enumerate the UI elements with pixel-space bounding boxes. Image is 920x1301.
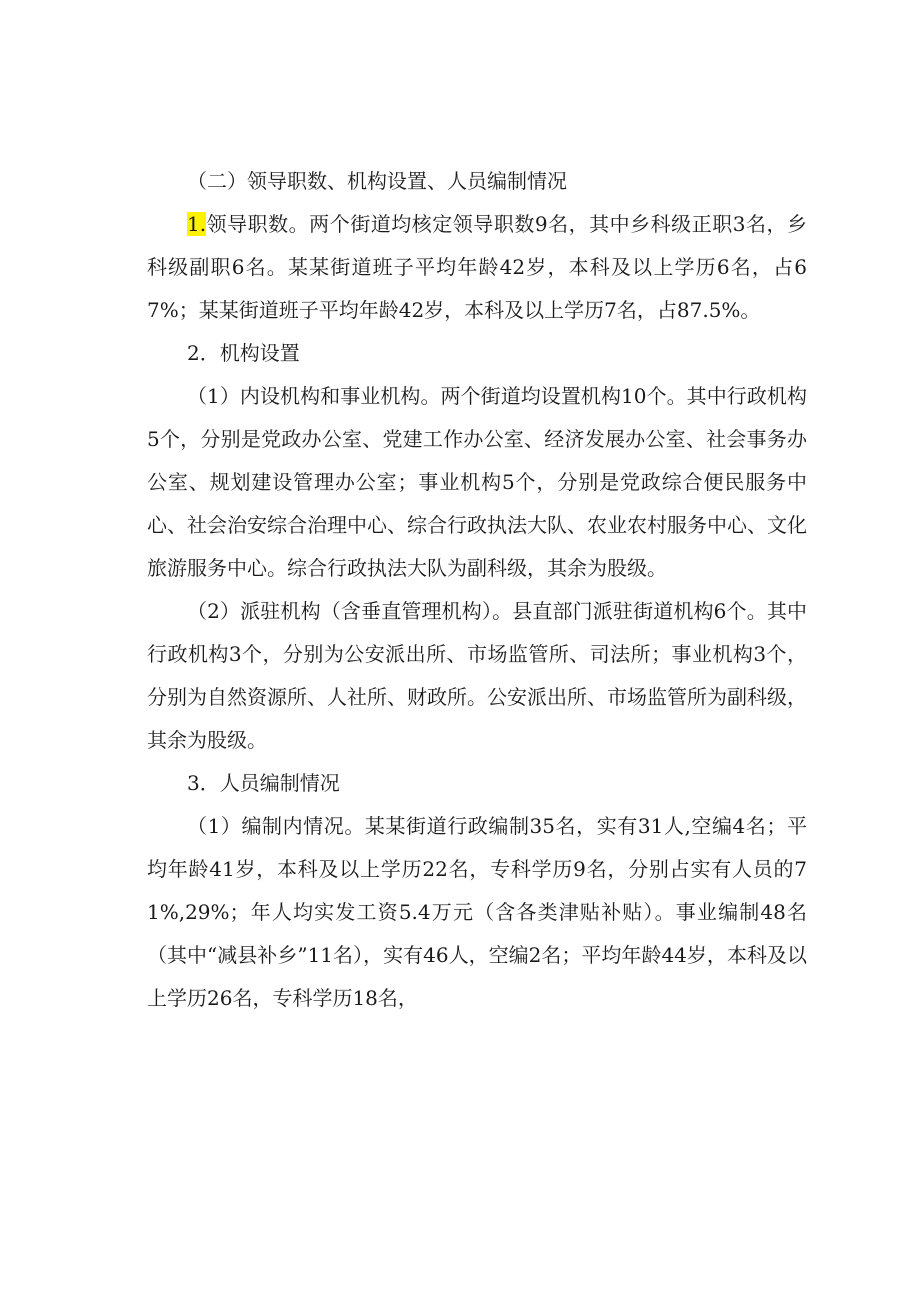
paragraph-leadership [147,203,807,332]
paragraph-staffing-details: （1）编制内情况。某某街道行政编制35名，实有31人,空编4名；平均年龄41岁，本科及以上学历22名，专科学历9名，分别占实有人员的71%,29%；年人均实发工资5.4万元（含各类津贴补贴）。事业编制48名（其中“减县补乡”11名），实有46人，空编2名；平均年龄44岁，本科及以上学历26名，专科学历18名， [147,814,807,1010]
paragraph-leadership-text: 领导职数。两个街道均核定领导职数9名，其中乡科级正职3名，乡科级副职6名。某某街道班子平均年龄42岁，本科及以上学历6名，占67%；某某街道班子平均年龄42岁，本科及以上学历7名，占87.5%。 [147,212,807,322]
section-heading: （二）领导职数、机构设置、人员编制情况 [187,169,567,193]
paragraph-internal-institutions: （1）内设机构和事业机构。两个街道均设置机构10个。其中行政机构5个，分别是党政办公室、党建工作办公室、经济发展办公室、社会事务办公室、规划建设管理办公室；事业机构5个，分别是党政综合便民服务中心、社会治安综合治理中心、综合行政执法大队、农业农村服务中心、文化旅游服务中心。综合行政执法大队为副科级，其余为股级。 [147,384,807,580]
paragraph-dispatched-institutions: （2）派驻机构（含垂直管理机构）。县直部门派驻街道机构6个。其中行政机构3个，分别为公安派出所、市场监管所、司法所；事业机构3个，分别为自然资源所、人社所、财政所。公安派出所、市场监管所为副科级，其余为股级。 [147,599,807,752]
subheading-institutions: 2．机构设置 [187,341,300,365]
subheading-staffing: 3．人员编制情况 [187,771,340,795]
document-body [147,160,807,1020]
highlighted-number: 1. [187,212,207,236]
